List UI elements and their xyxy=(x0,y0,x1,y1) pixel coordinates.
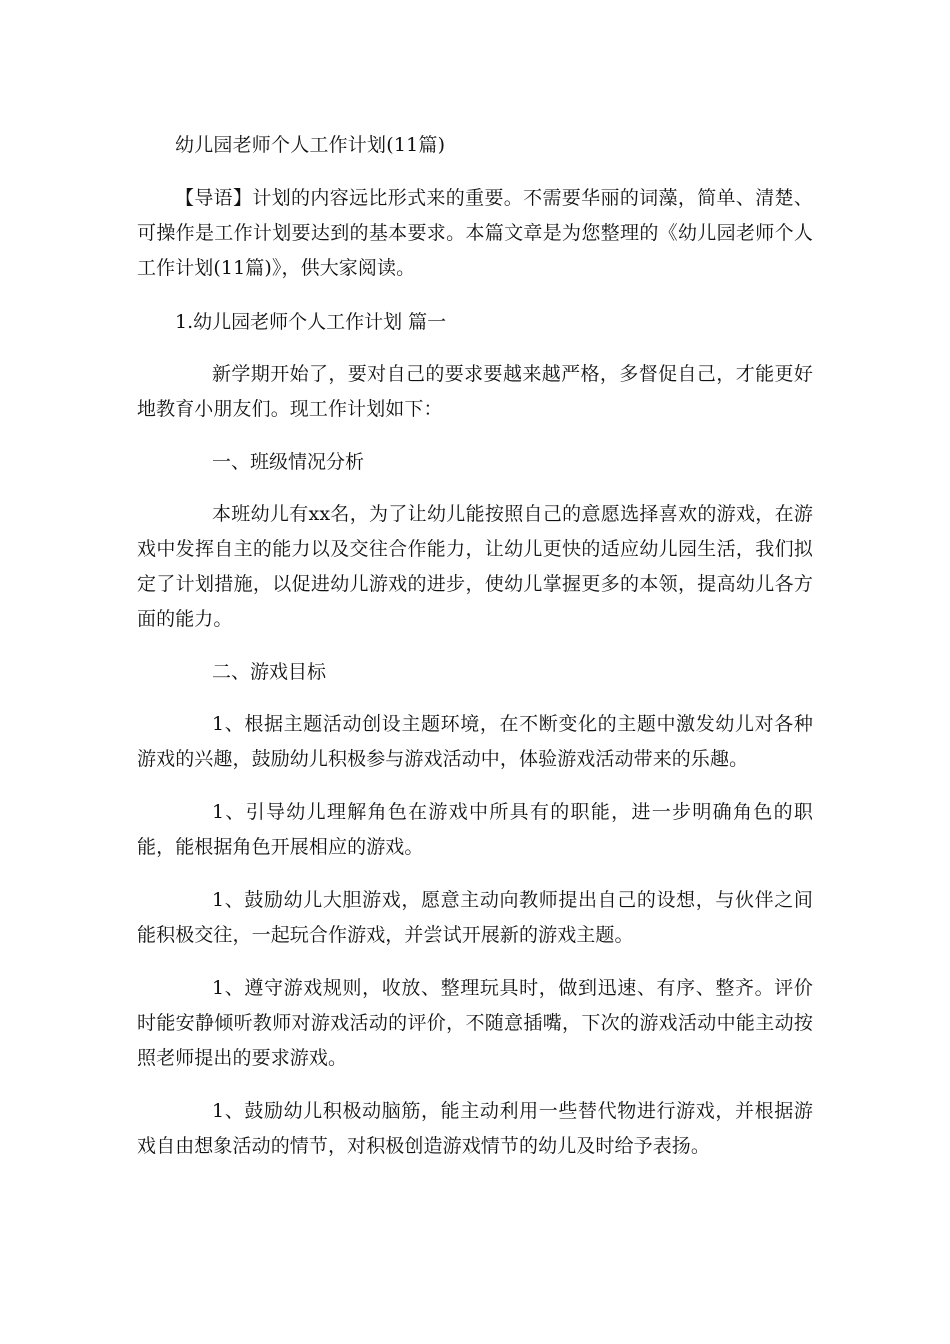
goal-paragraph-2: 1、引导幼儿理解角色在游戏中所具有的职能，进一步明确角色的职能，能根据角色开展相应的游戏。 xyxy=(137,801,813,858)
intro-paragraph: 【导语】计划的内容远比形式来的重要。不需要华丽的词藻，简单、清楚、可操作是工作计划要达到的基本要求。本篇文章是为您整理的《幼儿园老师个人工作计划(11篇)》，供大家阅读。 xyxy=(137,187,813,279)
goal-paragraph-4: 1、遵守游戏规则，收放、整理玩具时，做到迅速、有序、整齐。评价时能安静倾听教师对游戏活动的评价，不随意插嘴，下次的游戏活动中能主动按照老师提出的要求游戏。 xyxy=(137,977,813,1069)
opening-paragraph: 新学期开始了，要对自己的要求要越来越严格，多督促自己，才能更好地教育小朋友们。现工作计划如下： xyxy=(137,363,813,420)
class-analysis-paragraph: 本班幼儿有xx名，为了让幼儿能按照自己的意愿选择喜欢的游戏，在游戏中发挥自主的能力以及交往合作能力，让幼儿更快的适应幼儿园生活，我们拟定了计划措施，以促进幼儿游戏的进步，使幼儿掌握更多的本领，提高幼儿各方面的能力。 xyxy=(137,503,813,630)
game-goals-heading: 二、游戏目标 xyxy=(212,661,327,683)
goal-paragraph-1: 1、根据主题活动创设主题环境，在不断变化的主题中激发幼儿对各种游戏的兴趣，鼓励幼儿积极参与游戏活动中，体验游戏活动带来的乐趣。 xyxy=(137,713,813,770)
goal-paragraph-5: 1、鼓励幼儿积极动脑筋，能主动利用一些替代物进行游戏，并根据游戏自由想象活动的情节，对积极创造游戏情节的幼儿及时给予表扬。 xyxy=(137,1100,813,1157)
section-title: 1.幼儿园老师个人工作计划 篇一 xyxy=(175,311,447,333)
document-content xyxy=(137,128,813,1164)
class-analysis-heading: 一、班级情况分析 xyxy=(212,451,365,473)
document-title: 幼儿园老师个人工作计划(11篇) xyxy=(175,134,446,156)
goal-paragraph-3: 1、鼓励幼儿大胆游戏，愿意主动向教师提出自己的设想，与伙伴之间能积极交往，一起玩合作游戏，并尝试开展新的游戏主题。 xyxy=(137,889,813,946)
